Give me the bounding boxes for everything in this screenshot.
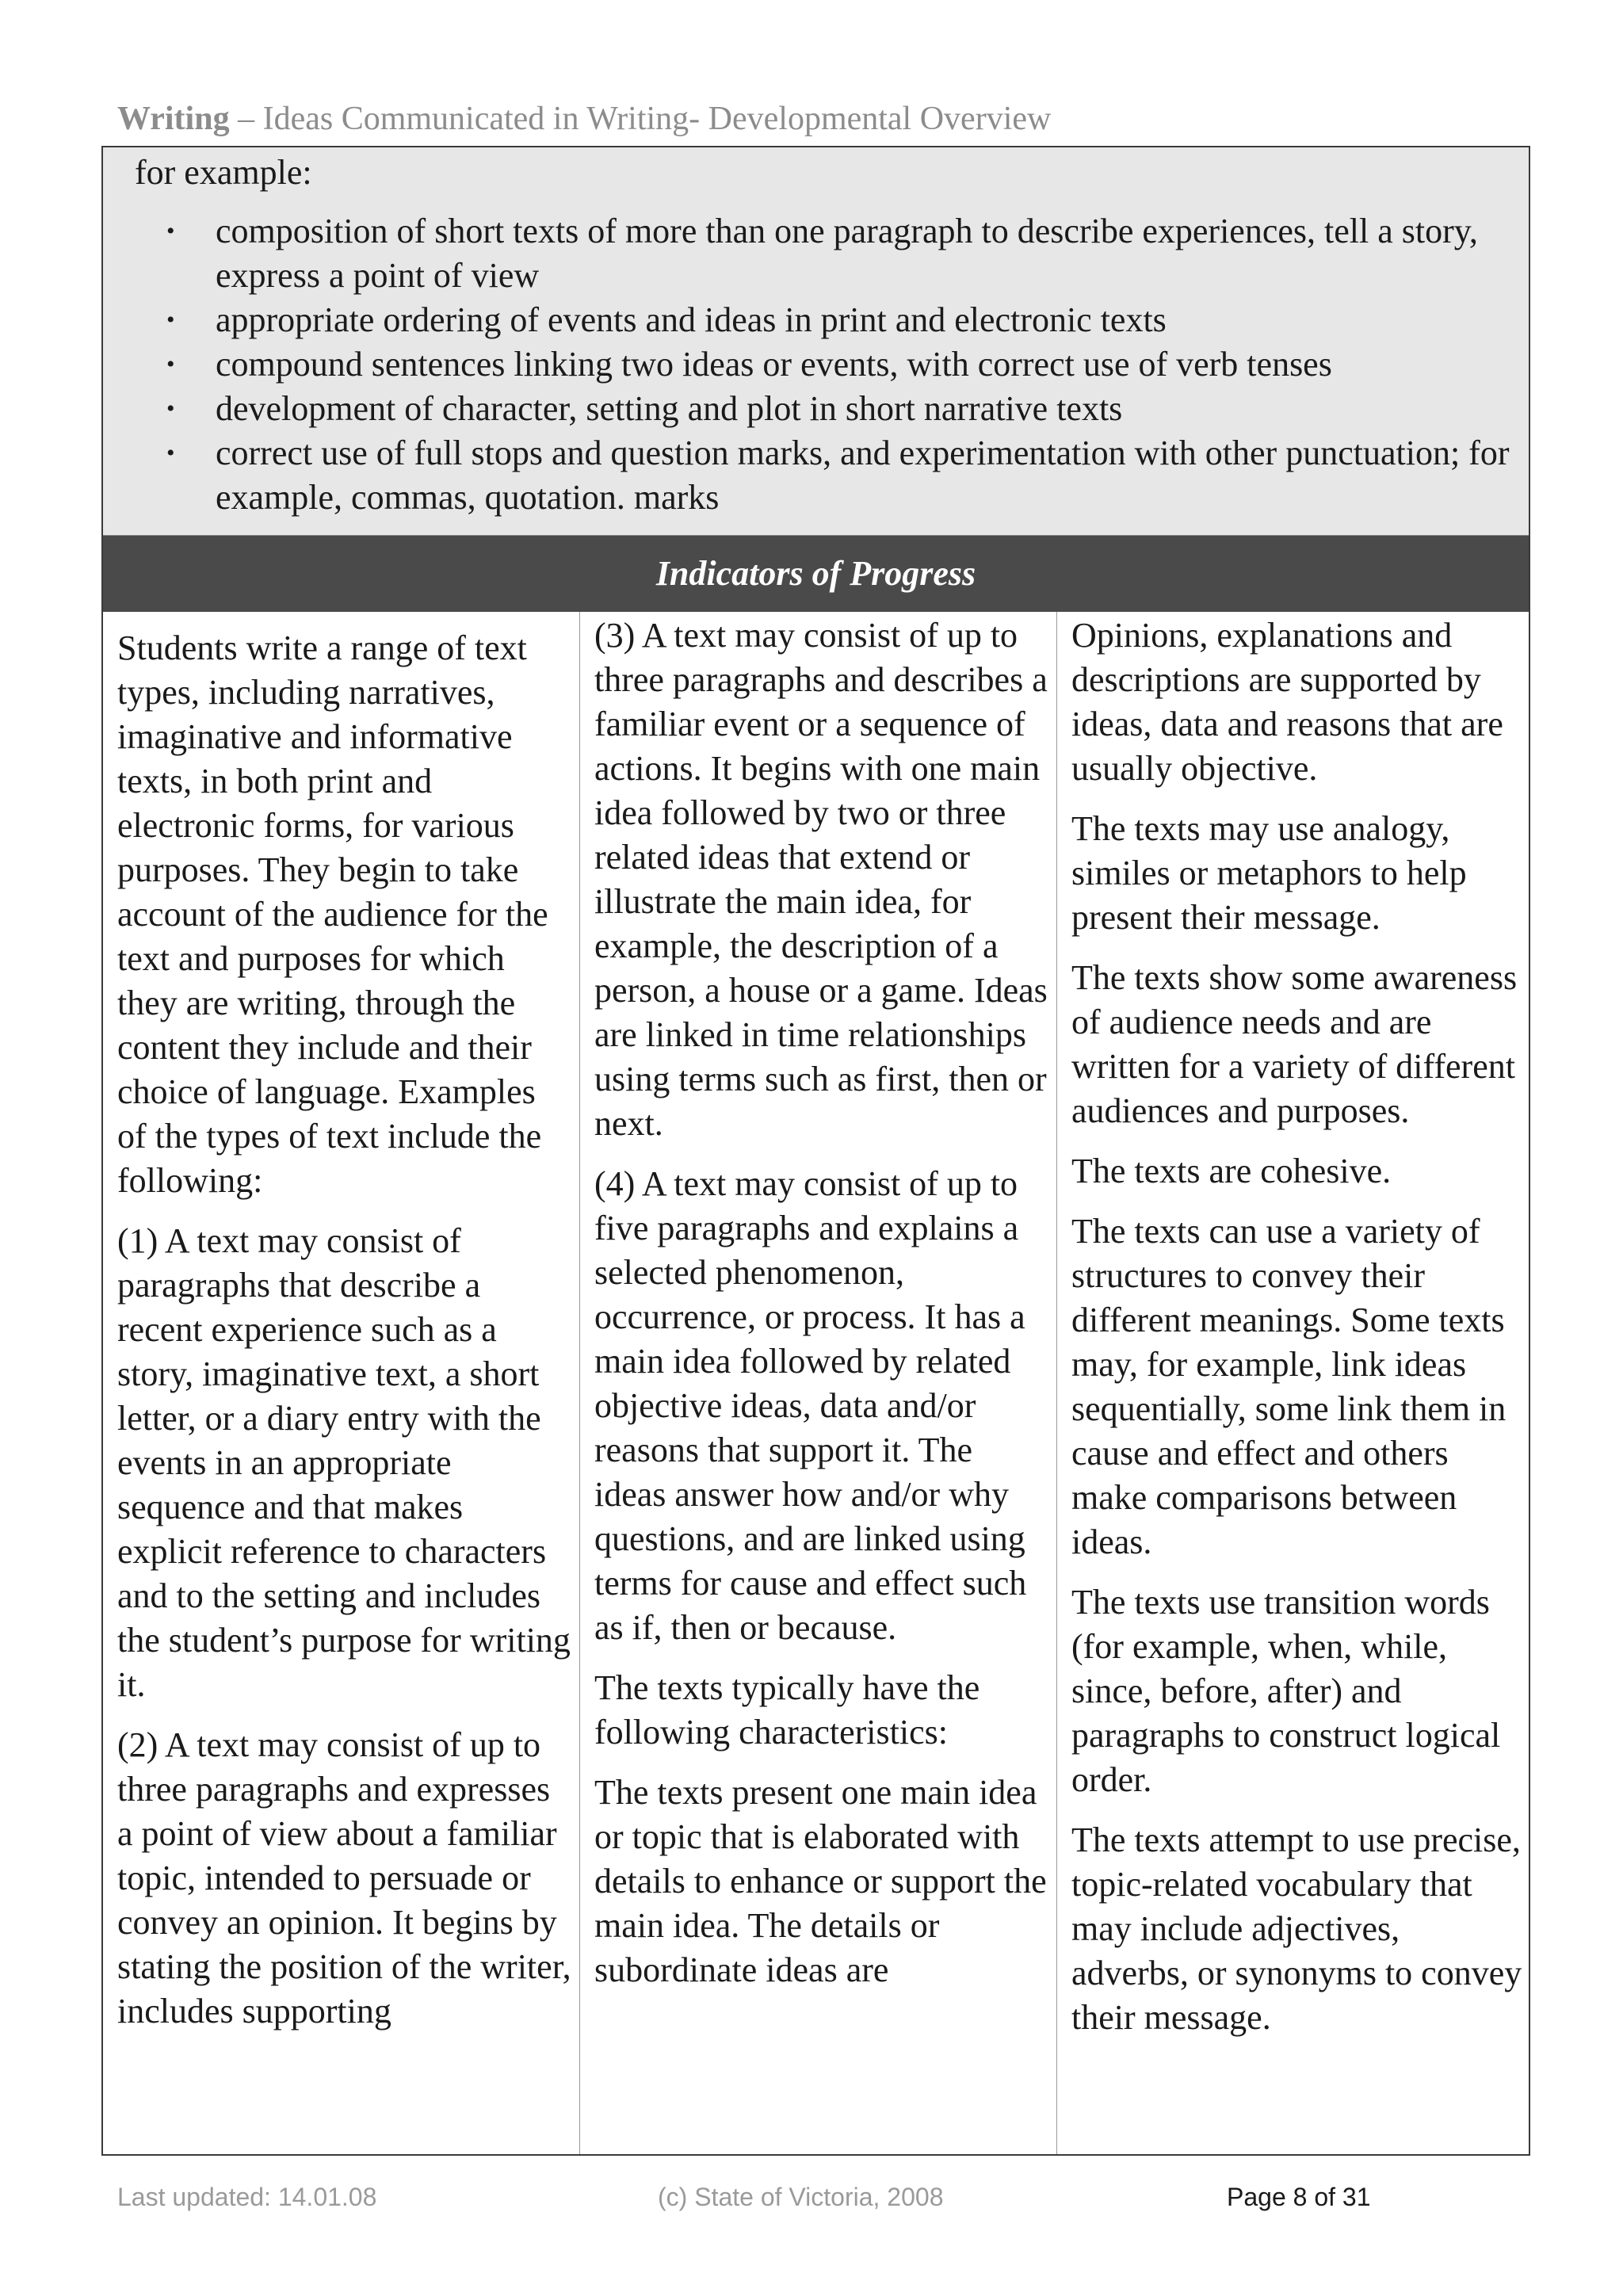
list-item-text: compound sentences linking two ideas or events, with correct use of verb tenses [216,345,1332,384]
paragraph: The texts use transition words (for example, when, while, since, before, after) and paragraphs to construct logical order. [1071,1583,1501,1799]
paragraph: The texts can use a variety of structures to convey their different meanings. Some texts may, for example, link ideas sequentially, some link them in cause and effect and others make comparisons between ideas. [1071,1212,1507,1561]
indicator-column-3 [1057,612,1529,2156]
paragraph: (4) A text may consist of up to five paragraphs and explains a selected phenomenon, occurrence, or process. It has a main idea followed by related objective ideas, data and/or reasons that support it. The ideas answer how and/or why questions, and are linked using terms for cause and effect such as if, then or because. [594,1164,1027,1647]
indicator-column-1 [103,612,580,2156]
bullet-icon: • [166,351,175,377]
overview-table [101,146,1530,2156]
paragraph: The texts typically have the following characteristics: [594,1668,980,1752]
paragraph: (1) A text may consist of paragraphs that describe a recent experience such as a story, imaginative text, a short letter, or a diary entry with the events in an appropriate sequence and that makes explicit reference to characters and to the setting and includes the student’s purpose for writing it. [117,1221,571,1704]
list-item-text: correct use of full stops and question marks, and experimentation with other punctuation; for example, commas, quotation. marks [216,434,1510,517]
indicator-column-2 [580,612,1057,2156]
page-header [117,100,1051,138]
paragraph: Students write a range of text types, including narratives, imaginative and informative texts, in both print and electronic forms, for various purposes. They begin to take account of the audience for the text and purposes for which they are writing, through the content they include and their choice of language. Examples of the types of text include the following: [117,628,548,1200]
list-item-text: appropriate ordering of events and ideas in print and electronic texts [216,300,1167,339]
paragraph: The texts may use analogy, similes or metaphors to help present their message. [1071,809,1467,937]
bullet-icon: • [166,307,175,333]
list-item [166,387,1510,431]
paragraph: The texts are cohesive. [1071,1152,1392,1190]
list-item-text: composition of short texts of more than one paragraph to describe experiences, tell a story, express a point of view [216,212,1478,295]
footer-copyright: (c) State of Victoria, 2008 [658,2183,944,2211]
footer-page-number: Page 8 of 31 [1227,2183,1371,2211]
list-item [166,431,1510,520]
paragraph: The texts show some awareness of audience needs and are written for a variety of different audiences and purposes. [1071,958,1518,1130]
examples-intro: for example: [135,153,312,192]
examples-box [103,147,1529,536]
header-subject: Writing [117,101,230,137]
list-item-text: development of character, setting and plot in short narrative texts [216,389,1123,428]
bullet-icon: • [166,395,175,422]
indicator-columns [103,612,1529,2156]
paragraph: (2) A text may consist of up to three paragraphs and expresses a point of view about a familiar topic, intended to persuade or convey an opinion. It begins by stating the position of the writer, includes supporting [117,1725,571,2030]
footer-last-updated: Last updated: 14.01.08 [117,2183,377,2211]
list-item [166,298,1510,342]
bullet-icon: • [166,218,175,244]
paragraph: The texts attempt to use precise, topic-related vocabulary that may include adjectives, adverbs, or synonyms to convey their message. [1071,1820,1522,2037]
examples-list [135,209,1510,520]
list-item [166,342,1510,387]
bullet-icon: • [166,440,175,466]
paragraph: (3) A text may consist of up to three paragraphs and describes a familiar event or a sequence of actions. It begins with one main idea followed by two or three related ideas that extend or illustrate the main idea, for example, the description of a person, a house or a game. Ideas are linked in time relationships using terms such as first, then or next. [594,616,1048,1143]
header-title: – Ideas Communicated in Writing- Developmental Overview [229,101,1052,137]
list-item [166,209,1510,298]
paragraph: Opinions, explanations and descriptions are supported by ideas, data and reasons that are usually objective. [1071,616,1503,788]
indicators-banner: Indicators of Progress [103,536,1529,612]
paragraph: The texts present one main idea or topic that is elaborated with details to enhance or support the main idea. The details or subordinate ideas are [594,1773,1047,1989]
